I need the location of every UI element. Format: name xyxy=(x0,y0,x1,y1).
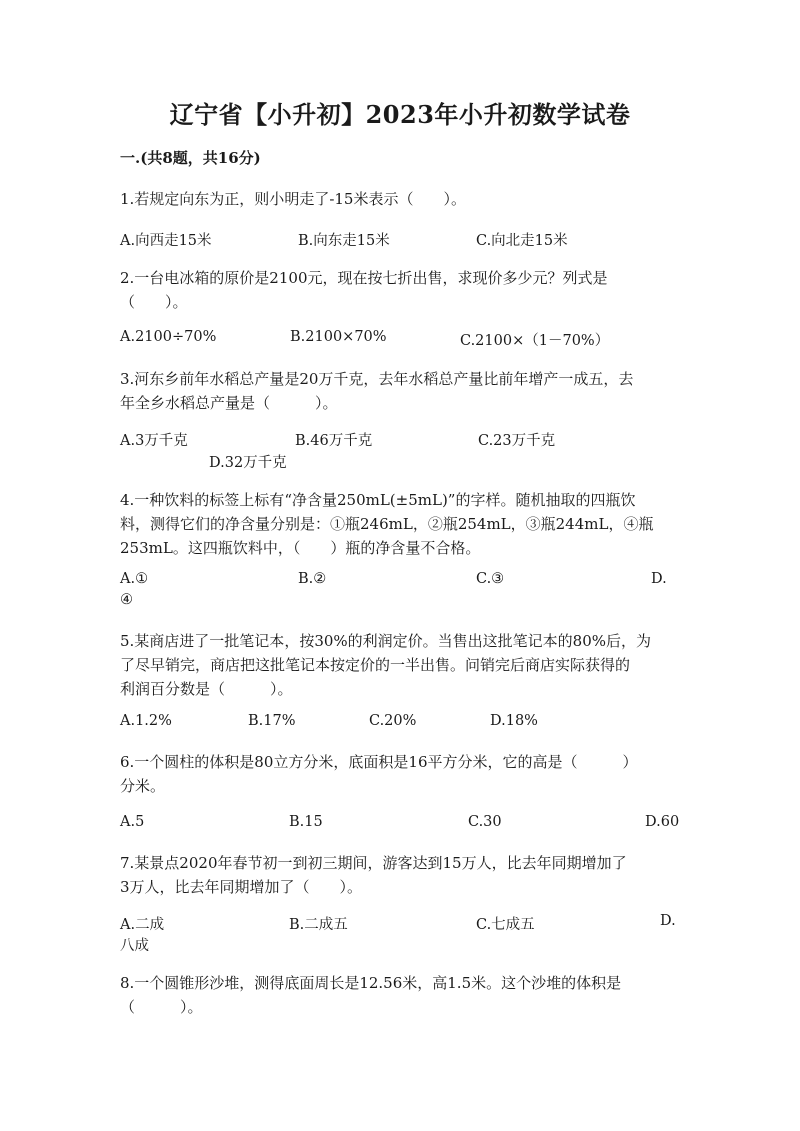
question-7-option-a: A.二成 xyxy=(120,917,165,933)
question-8 xyxy=(120,971,621,1019)
question-3-option-a: A.3万千克 xyxy=(120,433,188,449)
question-6-option-d: D.60 xyxy=(645,814,680,830)
question-text-line: （ ）。 xyxy=(120,998,203,1016)
question-4-option-a: A.① xyxy=(120,571,149,587)
question-text-line: 利润百分数是（ ）。 xyxy=(120,680,293,698)
question-7-option-d-text: 八成 xyxy=(120,938,149,954)
question-1-option-c: C.向北走15米 xyxy=(476,233,568,249)
question-text-line: 3.河东乡前年水稻总产量是20万千克，去年水稻总产量比前年增产一成五，去 xyxy=(120,370,634,388)
page-title: 辽宁省【小升初】2023年小升初数学试卷 xyxy=(169,100,631,129)
question-4-option-d-text: ④ xyxy=(120,592,133,608)
question-2-option-b: B.2100×70% xyxy=(290,329,387,345)
question-4-option-b: B.② xyxy=(298,571,327,587)
question-3-option-b: B.46万千克 xyxy=(295,433,373,449)
question-6 xyxy=(120,750,638,798)
question-3-option-c: C.23万千克 xyxy=(478,433,556,449)
question-text-line: 分米。 xyxy=(120,777,166,795)
question-1 xyxy=(120,187,466,211)
question-3 xyxy=(120,367,633,415)
question-text-line: 6.一个圆柱的体积是80立方分米，底面积是16平方分米，它的高是（ ） xyxy=(120,753,638,771)
question-6-option-c: C.30 xyxy=(468,814,502,830)
question-text-line: 3万人，比去年同期增加了（ ）。 xyxy=(120,878,363,896)
question-text-line: 7.某景点2020年春节初一到初三期间，游客达到15万人，比去年同期增加了 xyxy=(120,854,627,872)
question-2-option-c: C.2100×（1－70%） xyxy=(460,333,610,349)
question-text-line: 4.一种饮料的标签上标有“净含量250mL(±5mL)”的字样。随机抽取的四瓶饮 xyxy=(120,491,636,509)
question-5-option-b: B.17% xyxy=(248,713,296,729)
question-text-line: 年全乡水稻总产量是（ ）。 xyxy=(120,394,338,412)
section-heading: 一.(共8题，共16分) xyxy=(120,149,261,167)
question-text-line: （ ）。 xyxy=(120,293,188,311)
question-5-option-c: C.20% xyxy=(369,713,417,729)
question-2-option-a: A.2100÷70% xyxy=(120,329,217,345)
question-3-option-d: D.32万千克 xyxy=(209,455,287,471)
question-text-line: 2.一台电冰箱的原价是2100元，现在按七折出售，求现价多少元？列式是 xyxy=(120,269,608,287)
question-text-line: 5.某商店进了一批笔记本，按30%的利润定价。当售出这批笔记本的80%后，为 xyxy=(120,632,651,650)
question-text-line: 料，测得它们的净含量分别是：①瓶246mL，②瓶254mL，③瓶244mL，④瓶 xyxy=(120,515,654,533)
question-7 xyxy=(120,851,627,899)
question-7-option-c: C.七成五 xyxy=(476,917,535,933)
question-7-option-b: B.二成五 xyxy=(289,917,348,933)
question-text-line: 1.若规定向东为正，则小明走了-15米表示（ ）。 xyxy=(120,190,466,208)
question-5 xyxy=(120,629,651,701)
question-6-option-a: A.5 xyxy=(120,814,145,830)
question-5-option-a: A.1.2% xyxy=(120,713,172,729)
question-4-option-c: C.③ xyxy=(476,571,505,587)
question-text-line: 8.一个圆锥形沙堆，测得底面周长是12.56米，高1.5米。这个沙堆的体积是 xyxy=(120,974,622,992)
question-2 xyxy=(120,266,608,314)
question-1-option-b: B.向东走15米 xyxy=(298,233,390,249)
question-4-option-d: D. xyxy=(651,571,667,587)
question-7-option-d: D. xyxy=(660,913,676,929)
question-text-line: 了尽早销完，商店把这批笔记本按定价的一半出售。问销完后商店实际获得的 xyxy=(120,656,631,674)
question-1-option-a: A.向西走15米 xyxy=(120,233,212,249)
question-text-line: 253mL。这四瓶饮料中，（ ）瓶的净含量不合格。 xyxy=(120,539,481,557)
question-4 xyxy=(120,488,653,560)
question-5-option-d: D.18% xyxy=(490,713,538,729)
question-6-option-b: B.15 xyxy=(289,814,323,830)
